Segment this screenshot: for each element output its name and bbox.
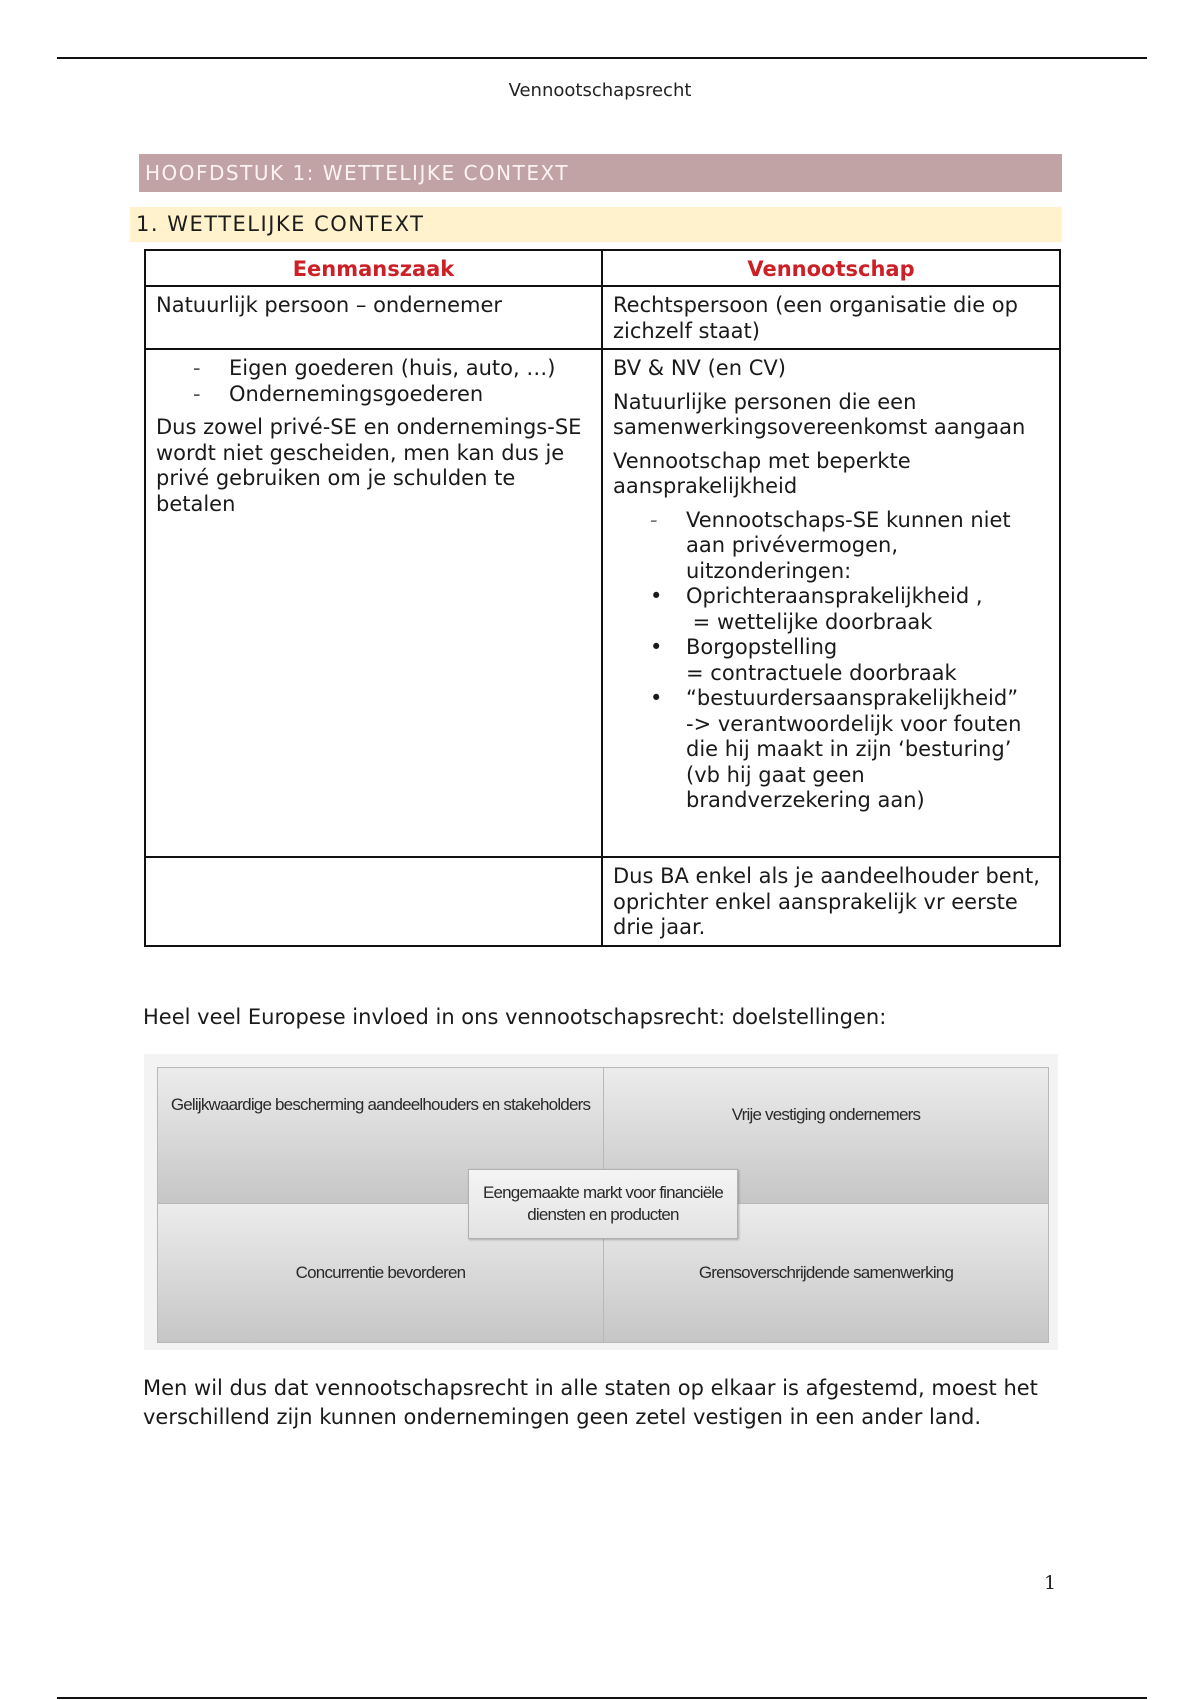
running-header: Vennootschapsrecht [508,80,692,101]
list-item: - Vennootschaps-SE kunnen niet aan privévermogen, uitzonderingen: [650,507,1011,583]
list-item: • Oprichteraansprakelijkheid , = wettelijke doorbraak [650,584,983,634]
dash-bullet-icon: - [193,381,201,406]
table-cell: Natuurlijk persoon – ondernemer [145,286,602,349]
cell-paragraph: Vennootschap met beperkte aansprakelijkheid [613,448,911,498]
column-header-eenmanszaak: Eenmanszaak [145,250,602,286]
diagram-quadrant-bottom-right: Grensoverschrijdende samenwerking [603,1203,1049,1343]
page-number: 1 [1044,1572,1057,1594]
goods-list [156,356,591,407]
table-cell: Dus BA enkel als je aandeelhouder bent, oprichter enkel aansprakelijk vr eerste drie jaar. [602,857,1060,946]
table-row [145,286,1060,349]
exceptions-list [613,508,1049,814]
cell-paragraph: Natuurlijke personen die een samenwerkingsovereenkomst aangaan [613,389,1026,439]
cell-paragraph: BV & NV (en CV) [613,356,786,380]
list-item: • Borgopstelling = contractuele doorbraak [650,635,957,685]
table-cell [145,349,602,857]
conclusion-paragraph: Men wil dus dat vennootschapsrecht in alle staten op elkaar is afgestemd, moest het verschillend zijn kunnen ondernemingen geen zetel vestigen in een ander land. [143,1376,1038,1429]
comparison-table [144,249,1061,947]
intro-paragraph: Heel veel Europese invloed in ons vennootschapsrecht: doelstellingen: [143,1005,887,1029]
dash-bullet-icon: - [650,507,658,532]
diagram-quadrant-top-left: Gelijkwaardige bescherming aandeelhouders en stakeholders [157,1067,604,1204]
table-cell [145,857,602,946]
objectives-diagram [144,1054,1058,1350]
dash-bullet-icon: - [193,356,201,380]
list-item: - Ondernemingsgoederen [193,381,484,406]
table-cell: Rechtspersoon (een organisatie die op zichzelf staat) [602,286,1060,349]
header-rule [57,57,1147,59]
table-row [145,349,1060,857]
list-item: • “bestuurdersaansprakelijkheid” -> verantwoordelijk voor fouten die hij maakt in zijn ‘besturing’ (vb hij gaat geen brandverzekering aan) [650,686,1022,812]
diagram-quadrant-bottom-left: Concurrentie bevorderen [157,1203,604,1343]
bullet-icon: • [650,686,663,710]
bullet-icon: • [650,635,663,659]
column-header-vennootschap: Vennootschap [602,250,1060,286]
table-cell [602,349,1060,857]
diagram-quadrant-top-right: Vrije vestiging ondernemers [603,1067,1049,1204]
section-heading: 1. WETTELIJKE CONTEXT [130,207,1062,242]
table-header-row [145,250,1060,286]
table-row [145,857,1060,946]
cell-paragraph: Dus zowel privé-SE en ondernemings-SE wordt niet gescheiden, men kan dus je privé gebruiken om je schulden te betalen [156,415,582,516]
footer-rule [57,1697,1147,1699]
diagram-center-box: Eengemaakte markt voor financiële diensten en producten [468,1169,738,1239]
list-item: - Eigen goederen (huis, auto, …) [193,356,556,380]
bullet-icon: • [650,584,663,608]
chapter-heading: HOOFDSTUK 1: WETTELIJKE CONTEXT [139,154,1062,192]
